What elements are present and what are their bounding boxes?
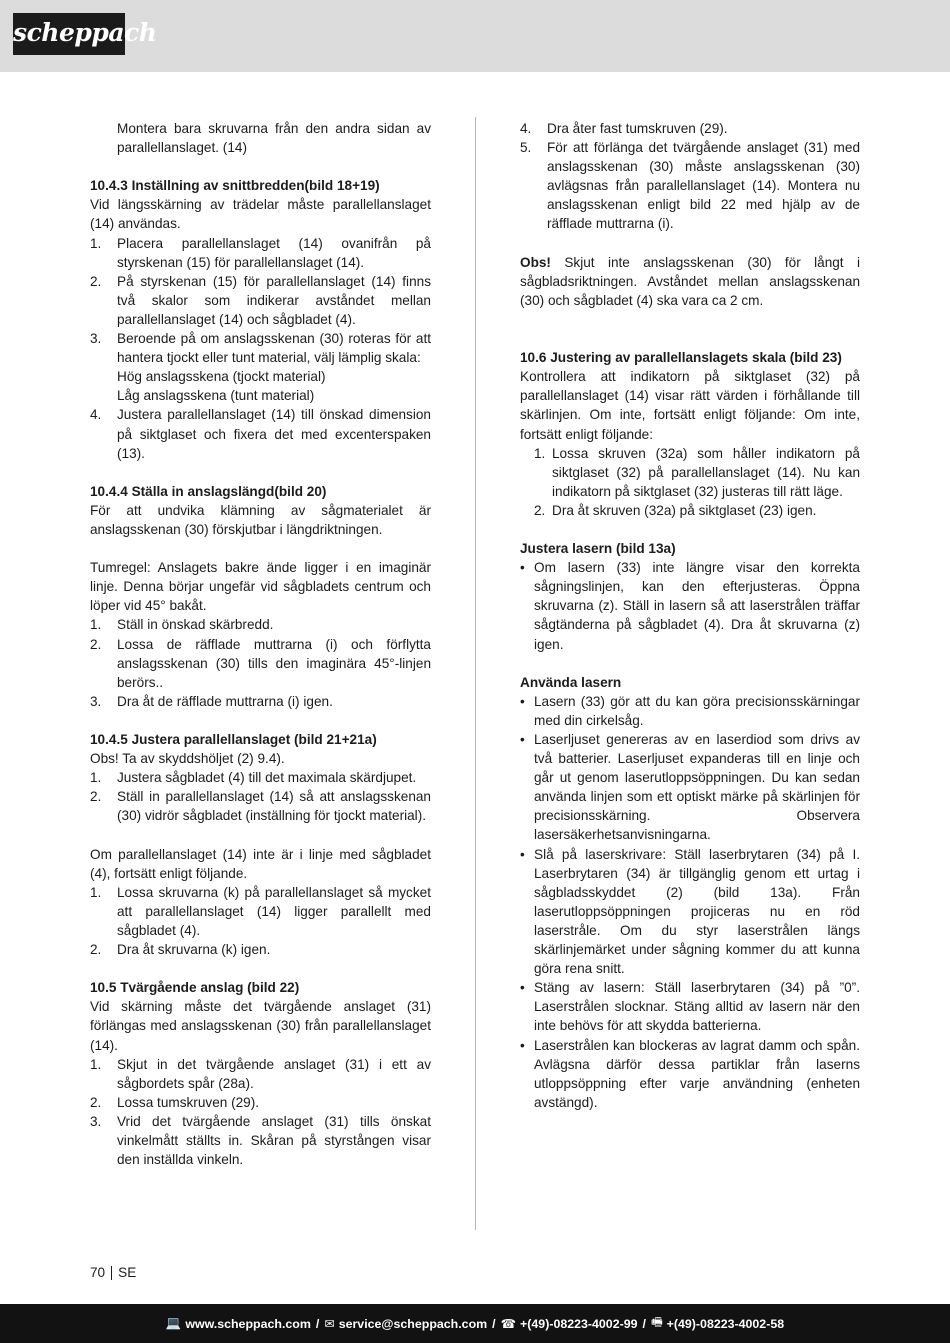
paragraph: Om parallellanslaget (14) inte är i linje med sågbladet (4), fortsätt enligt följande. bbox=[90, 846, 431, 881]
bullet-item: • Lasern (33) gör att du kan göra precisionsskärningar med din cirkelsåg. bbox=[520, 692, 860, 730]
footer-separator: / bbox=[492, 1316, 496, 1331]
laser-adjust-heading: Justera lasern (bild 13a) bbox=[520, 541, 676, 557]
list-item: 3. Vrid det tvärgående anslaget (31) tills önskat vinkelmått ställts in. Skåran på styrstången visar den inställda vinkeln. bbox=[90, 1113, 431, 1168]
list-item: 5. För att förlänga det tvärgående anslaget (31) med anslagsskenan (30) måste anslagsskenan (30) avlägsnas från parallellanslaget (14). Montera nu anslagsskenan enligt bild 22 med hjälp av de räfflade muttrarna (i). bbox=[520, 140, 860, 232]
obs-label: Obs! bbox=[520, 254, 551, 270]
bullet-item: • Laserstrålen kan blockeras av lagrat damm och spån. Avlägsna därför dessa partiklar från laserns utloppsöppning efter varje användning (enheten avstängd). bbox=[520, 1036, 860, 1112]
section-intro: Vid skärning måste det tvärgående anslaget (31) förlängas med anslagsskenan (30) från parallellanslaget (14). bbox=[90, 999, 431, 1053]
bullet-icon: • bbox=[520, 732, 525, 747]
page-header bbox=[0, 0, 950, 72]
page-number bbox=[90, 1265, 136, 1280]
scheppach-logo: scheppach bbox=[13, 13, 125, 55]
page-footer bbox=[0, 1304, 950, 1343]
list-item: 1. Justera sågbladet (4) till det maximala skärdjupet. bbox=[90, 770, 417, 786]
list-subline: Låg anslagsskena (tunt material) bbox=[117, 388, 315, 404]
footer-separator: / bbox=[642, 1316, 646, 1331]
list-item: 3. Dra åt de räfflade muttrarna (i) igen. bbox=[90, 693, 333, 709]
bullet-item: • Om lasern (33) inte längre visar den korrekta sågningslinjen, kan den efterjusteras. Öppna skruvarna (z). Ställ in lasern så att laserstrålen träffar sågtänderna på sågbladet (4). Dra åt skruvarna (z) igen. bbox=[520, 558, 860, 653]
list-item: 2. På styrskenan (15) för parallellanslaget (14) finns två skalor som indikerar avståndet mellan parallellanslaget (14) och sågbladet (4). bbox=[90, 273, 431, 327]
footer-website[interactable]: www.scheppach.com bbox=[185, 1316, 311, 1331]
laser-use-heading: Använda lasern bbox=[520, 674, 622, 690]
footer-fax: +(49)-08223-4002-58 bbox=[666, 1316, 785, 1331]
section-heading-10-4-3: 10.4.3 Inställning av snittbredden(bild 18+19) bbox=[90, 178, 380, 194]
list-item: 2. Ställ in parallellanslaget (14) så att anslagsskenan (30) vidrör sågbladet (inställning för tjockt material). bbox=[90, 789, 431, 824]
list-item: 1. Lossa skruven (32a) som håller indikatorn på siktglaset (32) på parallellanslaget (14). Nu kan indikatorn på siktglaset (32) justeras till rätt läge. bbox=[534, 445, 860, 499]
list-item: 2. Dra åt skruvarna (k) igen. bbox=[90, 942, 271, 958]
intro-text: Montera bara skruvarna från den andra sidan av parallellanslaget. (14) bbox=[117, 121, 431, 156]
bullet-icon: • bbox=[520, 560, 525, 576]
bullet-item: • Laserljuset genereras av en laserdiod som drivs av två batterier. Laserljuset expanderas till en linje och går ut genom laserutloppsöppningen. Du kan sedan använda linjen som ett optiskt märke på skärlinjen för precisionsskärning. Observera lasersäkerhetsanvisningarna. bbox=[520, 730, 860, 845]
list-item: 3. Beroende på om anslagsskenan (30) roteras för att hantera tjockt eller tunt material, välj lämplig skala: bbox=[90, 331, 431, 366]
list-item: 4. Justera parallellanslaget (14) till önskad dimension på siktglaset och fixera det med excenterspaken (13). bbox=[90, 407, 431, 461]
footer-email[interactable]: service@scheppach.com bbox=[338, 1316, 488, 1331]
bullet-icon: • bbox=[520, 693, 525, 709]
phone-icon: ☎ bbox=[500, 1317, 517, 1331]
list-item: 2. Dra åt skruven (32a) på siktglaset (23) igen. bbox=[534, 502, 817, 518]
section-heading-10-4-5: 10.4.5 Justera parallellanslaget (bild 21+21a) bbox=[90, 732, 377, 747]
section-intro: Kontrollera att indikatorn på siktglaset (32) på parallellanslaget (14) visar rätt värden i förhållande till skärlinjen. Om inte, fortsätt enligt följande: Om inte, fortsätt enligt följande: bbox=[520, 369, 860, 442]
list-subline: Hög anslagsskena (tjockt material) bbox=[117, 369, 326, 385]
left-column bbox=[90, 119, 431, 1169]
page-number-value: 70 bbox=[90, 1265, 106, 1280]
fax-icon: 🖷 bbox=[650, 1315, 663, 1329]
computer-icon: 💻 bbox=[165, 1316, 182, 1330]
bullet-icon: • bbox=[520, 980, 525, 996]
section-intro: Vid längsskärning av trädelar måste parallellanslaget (14) användas. bbox=[90, 197, 431, 232]
obs-text: Skjut inte anslagsskenan (30) för långt i sågbladsriktningen. Avståndet mellan anslagsskenan (30) och sågbladet (4) ska vara ca 2 cm. bbox=[520, 254, 860, 308]
list-item: 2. Lossa de räfflade muttrarna (i) och förflytta anslagsskenan (30) tills den imaginära 45°-linjen berörs.. bbox=[90, 636, 431, 690]
section-intro: För att undvika klämning av sågmaterialet är anslagsskenan (30) förskjutbar i längdriktningen. bbox=[90, 502, 431, 537]
footer-phone: +(49)-08223-4002-99 bbox=[520, 1316, 638, 1331]
bullet-icon: • bbox=[520, 846, 525, 862]
page-language: SE bbox=[118, 1265, 137, 1280]
obs-note: Obs! Ta av skyddshöljet (2) 9.4). bbox=[90, 751, 285, 767]
list-item: 2. Lossa tumskruven (29). bbox=[90, 1094, 260, 1110]
mail-icon: ✉ bbox=[324, 1317, 335, 1331]
list-item: 4. Dra åter fast tumskruven (29). bbox=[520, 121, 728, 136]
section-heading-10-6: 10.6 Justering av parallellanslagets skala (bild 23) bbox=[520, 350, 842, 366]
footer-separator: / bbox=[315, 1316, 320, 1331]
list-item: 1. Placera parallellanslaget (14) ovanifrån på styrskenan (15) för parallellanslaget (14). bbox=[90, 235, 431, 270]
list-item: 1. Lossa skruvarna (k) på parallellanslaget så mycket att parallellanslaget (14) ligger parallellt med sågbladet (4). bbox=[90, 884, 431, 938]
right-column bbox=[520, 119, 860, 1112]
bullet-item: • Slå på laserskrivare: Ställ laserbrytaren (34) på I. Laserbrytaren (34) är tillgänglig genom ett urtag i sågbladsskyddet (2) (bild 13a). Från laserutloppsöppningen projiceras nu en röd laserstråle. Om du styr laserstrålen längs skärlinjemärket under sågning kommer du att kunna göra rena snitt. bbox=[520, 845, 860, 979]
rule-of-thumb: Tumregel: Anslagets bakre ände ligger i en imaginär linje. Denna börjar ungefär vid sågbladets centrum och löper vid 45° bakåt. bbox=[90, 560, 431, 614]
section-heading-10-4-4: 10.4.4 Ställa in anslagslängd(bild 20) bbox=[90, 483, 327, 499]
list-item: 1. Skjut in det tvärgående anslaget (31) i ett av sågbordets spår (28a). bbox=[90, 1056, 431, 1091]
page-number-separator bbox=[111, 1266, 112, 1280]
bullet-item: • Stäng av lasern: Ställ laserbrytaren (34) på ”0”. Laserstrålen slocknar. Stäng alltid av lasern när den inte behövs för att skydda batterierna. bbox=[520, 978, 860, 1035]
bullet-icon: • bbox=[520, 1037, 525, 1053]
list-item: 1. Ställ in önskad skärbredd. bbox=[90, 617, 274, 633]
column-divider bbox=[475, 117, 476, 1230]
section-heading-10-5: 10.5 Tvärgående anslag (bild 22) bbox=[90, 980, 300, 996]
obs-note bbox=[520, 253, 860, 310]
